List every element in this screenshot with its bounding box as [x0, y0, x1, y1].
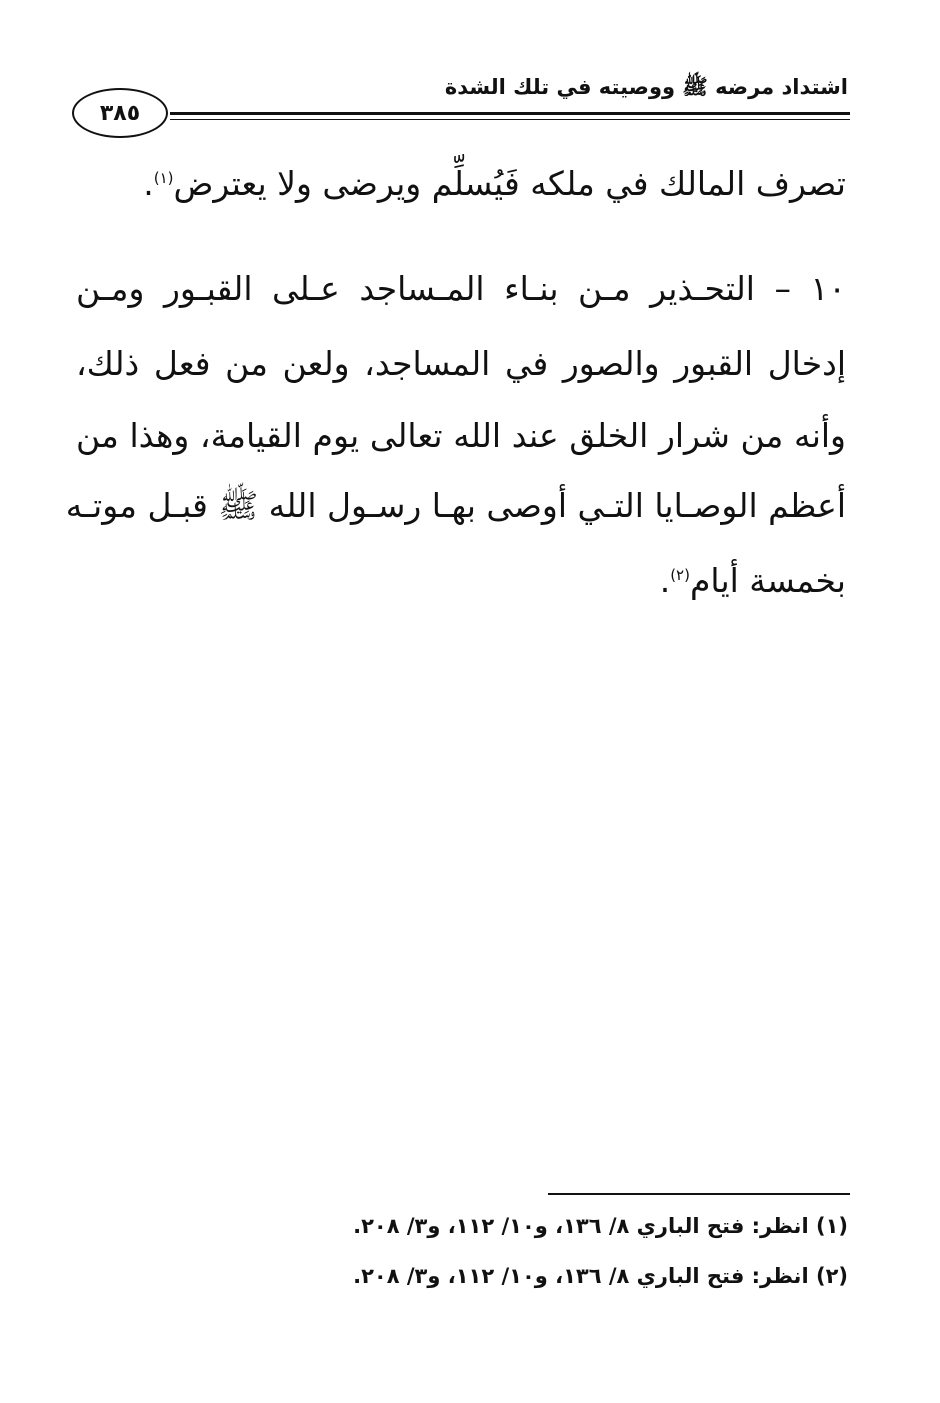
- footnote-ref-2: (٢): [670, 566, 690, 584]
- footnote-1: (١) انظر: فتح الباري ٨/ ١٣٦، و١٠/ ١١٢، و٣/ ٢٠٨.: [353, 1214, 848, 1238]
- body-line-4: وأنه من شرار الخلق عند الله تعالى يوم القيامة، وهذا من: [76, 416, 846, 455]
- body-line-1-text: تصرف المالك في ملكه فَيُسلِّم ويرضى ولا يعترض: [173, 164, 846, 203]
- header-rule: [170, 112, 850, 115]
- page-number-text: ٣٨٥: [99, 100, 141, 126]
- footnote-ref-1: (١): [153, 169, 174, 187]
- body-line-6-end: .: [659, 561, 671, 600]
- page-number: [72, 88, 168, 138]
- body-line-6: [76, 557, 846, 605]
- body-line-1: [76, 160, 846, 208]
- header-rule-thin: [170, 119, 850, 120]
- body-line-1-end: .: [143, 164, 154, 203]
- body-line-3: إدخال القبور والصور في المساجد، ولعن من فعل ذلك،: [76, 344, 846, 383]
- footnote-separator: [548, 1193, 850, 1195]
- body-line-2: ١٠ – التحـذير مـن بنـاء المـساجد عـلى القبـور ومـن: [76, 269, 846, 308]
- body-line-5: أعظم الوصـايا التـي أوصى بهـا رسـول الله ﷺ قبـل موتـه: [65, 486, 846, 525]
- running-title: اشتداد مرضه ﷺ ووصيته في تلك الشدة: [444, 75, 848, 99]
- footnote-2: (٢) انظر: فتح الباري ٨/ ١٣٦، و١٠/ ١١٢، و٣/ ٢٠٨.: [353, 1264, 848, 1288]
- body-line-6-text: بخمسة أيام: [689, 561, 846, 600]
